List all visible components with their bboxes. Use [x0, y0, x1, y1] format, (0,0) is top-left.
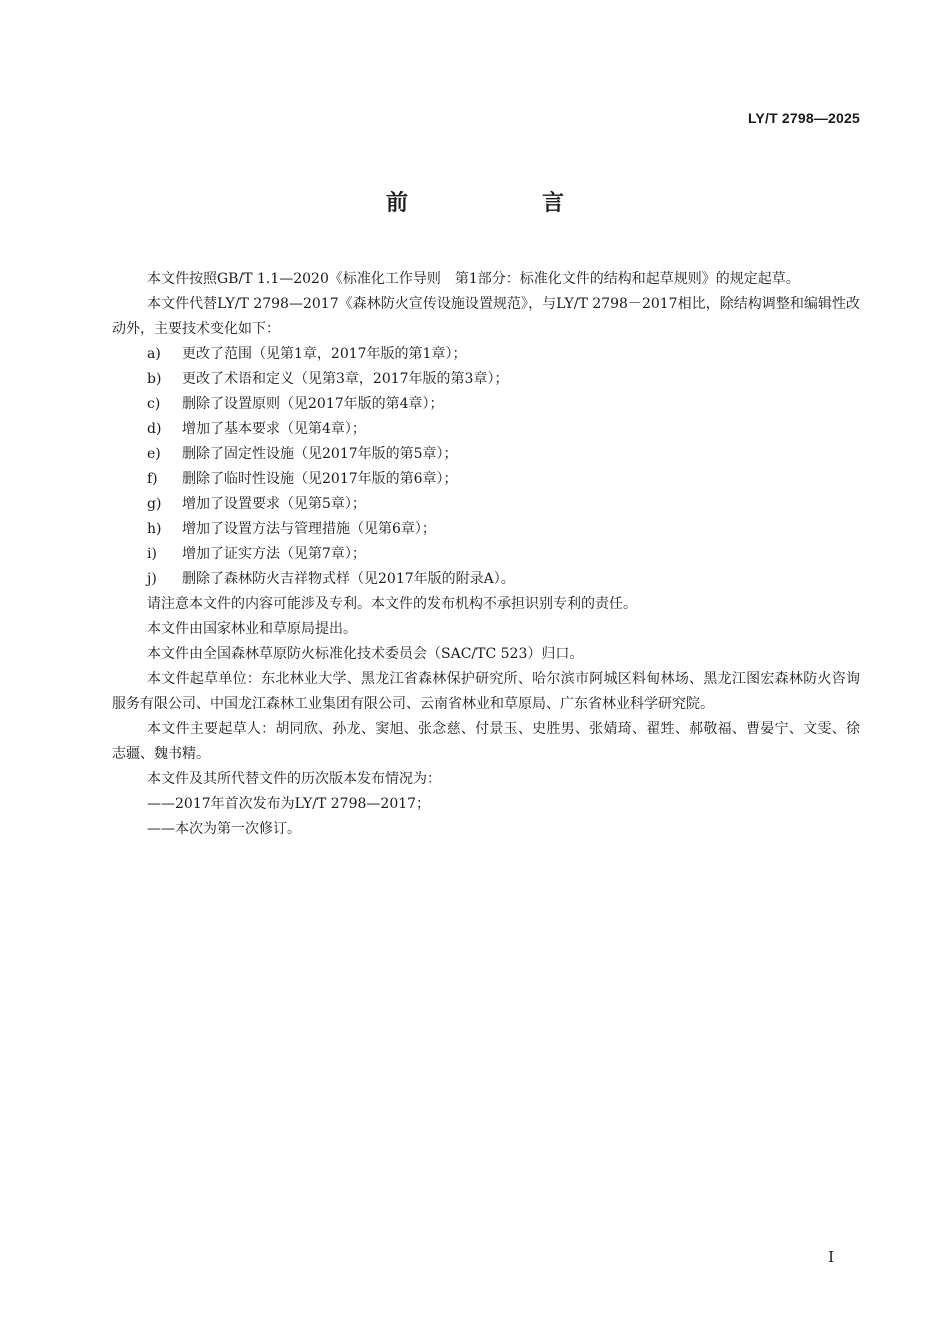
- list-item: [112, 542, 860, 567]
- paragraph: 请注意本文件的内容可能涉及专利。本文件的发布机构不承担识别专利的责任。: [147, 596, 637, 612]
- list-item: [112, 567, 860, 592]
- list-text: 增加了证实方法（见第7章）；: [182, 546, 366, 562]
- list-text: 增加了设置要求（见第5章）；: [182, 496, 366, 512]
- history-item: ——2017年首次发布为LY/T 2798—2017；: [147, 796, 431, 812]
- document-body: [112, 267, 860, 842]
- paragraph: 本文件由全国森林草原防火标准化技术委员会（SAC/TC 523）归口。: [147, 646, 584, 662]
- list-item: [112, 492, 860, 517]
- page-number: I: [828, 1248, 834, 1266]
- page-title: 前 言: [385, 191, 620, 216]
- standard-code: LY/T 2798—2025: [747, 110, 860, 126]
- history-item: ——本次为第一次修订。: [147, 821, 301, 837]
- list-marker: g): [147, 496, 162, 512]
- list-marker: f): [147, 471, 158, 487]
- list-text: 删除了森林防火吉祥物式样（见2017年版的附录A）。: [182, 571, 515, 587]
- list-marker: e): [147, 446, 161, 462]
- list-item: [112, 342, 860, 367]
- list-text: 删除了临时性设施（见2017年版的第6章）；: [182, 471, 458, 487]
- list-item: [112, 392, 860, 417]
- paragraph: 本文件按照GB/T 1.1—2020《标准化工作导则 第1部分：标准化文件的结构和起草规则》的规定起草。: [147, 271, 800, 287]
- list-marker: a): [147, 346, 161, 362]
- list-marker: j): [147, 571, 157, 587]
- list-text: 删除了设置原则（见2017年版的第4章）；: [182, 396, 444, 412]
- paragraph: 本文件由国家林业和草原局提出。: [147, 621, 357, 637]
- list-item: [112, 442, 860, 467]
- list-text: 更改了范围（见第1章，2017年版的第1章）；: [182, 346, 467, 362]
- list-marker: b): [147, 371, 162, 387]
- paragraph: 本文件代替LY/T 2798—2017《森林防火宣传设施设置规范》，与LY/T 2798－2017相比，除结构调整和编辑性改动外，主要技术变化如下：: [112, 296, 860, 337]
- list-marker: d): [147, 421, 162, 437]
- list-item: [112, 417, 860, 442]
- list-text: 删除了固定性设施（见2017年版的第5章）；: [182, 446, 458, 462]
- list-text: 增加了基本要求（见第4章）；: [182, 421, 366, 437]
- list-text: 更改了术语和定义（见第3章，2017年版的第3章）；: [182, 371, 509, 387]
- list-item: [112, 367, 860, 392]
- list-text: 增加了设置方法与管理措施（见第6章）；: [182, 521, 436, 537]
- list-marker: i): [147, 546, 157, 562]
- list-marker: h): [147, 521, 162, 537]
- list-item: [112, 467, 860, 492]
- paragraph: 本文件及其所代替文件的历次版本发布情况为：: [147, 771, 441, 787]
- list-marker: c): [147, 396, 161, 412]
- list-item: [112, 517, 860, 542]
- paragraph: 本文件起草单位：东北林业大学、黑龙江省森林保护研究所、哈尔滨市阿城区料甸林场、黑龙江图宏森林防火咨询服务有限公司、中国龙江森林工业集团有限公司、云南省林业和草原局、广东省林业科学研究院。: [112, 671, 860, 712]
- paragraph: 本文件主要起草人：胡同欣、孙龙、窦旭、张念慈、付景玉、史胜男、张婧琦、翟甡、郝敬福、曹晏宁、文雯、徐志疆、魏书精。: [112, 721, 860, 762]
